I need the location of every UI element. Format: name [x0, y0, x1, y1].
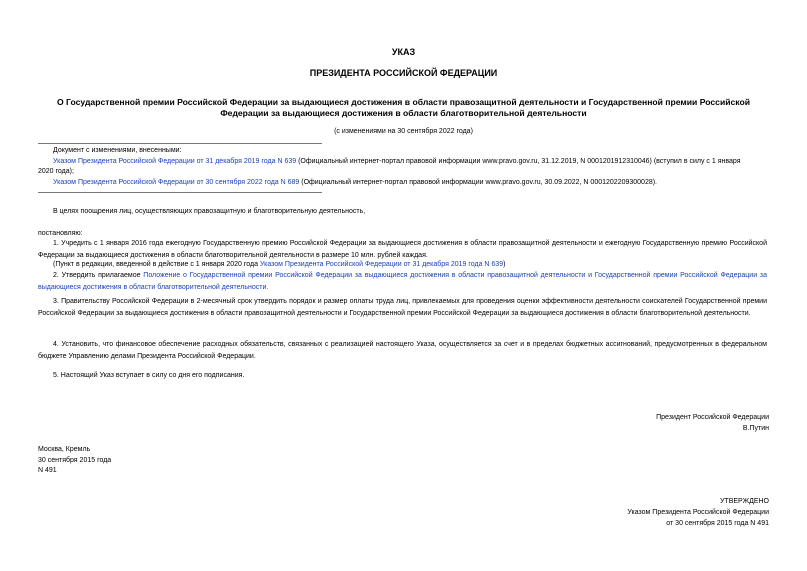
place: Москва, Кремль: [38, 446, 91, 453]
p1-note-prefix: (Пункт в редакции, введенной в действие с 1 января 2020 года: [53, 261, 260, 268]
date: 30 сентября 2015 года: [38, 457, 112, 464]
doc-heading-line2: Федерации за выдающиеся достижения в области благотворительной деятельности: [220, 108, 587, 118]
approval-title: УТВЕРЖДЕНО: [719, 498, 769, 505]
paragraph-3: 3. Правительству Российской Федерации в 2-месячный срок утвердить порядок и размер оплаты труда лиц, привлекаемых для проведения оценки эффективности деятельности соискателей Государственной премии Российской Федерации за выдающиеся достижения в области правозащитной деятельности и Государственной премии Российской Федерации за выдающиеся достижения в области благотворительной деятельности.: [38, 298, 767, 317]
doc-title: УКАЗ: [391, 47, 416, 57]
divider-top: [38, 143, 322, 144]
preamble: В целях поощрения лиц, осуществляющих правозащитную и благотворительную деятельность,: [53, 208, 366, 215]
changes-intro: Документ с изменениями, внесенными:: [53, 147, 182, 154]
divider-bottom: [38, 192, 322, 193]
regulation-link[interactable]: Положение о Государственной премии Российской Федерации за выдающиеся достижения в области правозащитной деятельности и Государственной премии Российской Федерации за выдающиеся достижения в области благотворительной деятельности.: [38, 272, 767, 291]
changes-item-2: [53, 177, 657, 189]
paragraph-4: 4. Установить, что финансовое обеспечение расходных обязательств, связанных с реализацией настоящего Указа, осуществляется за счет и в пределах бюджетных ассигнований, предусмотренных в федеральном бюджете Управлению делами Президента Российской Федерации.: [38, 341, 767, 360]
change-item-2-text: (Официальный интернет-портал правовой информации www.pravo.gov.ru, 30.09.2022, N 0001202209300028).: [299, 179, 658, 186]
signature-position: Президент Российской Федерации: [656, 414, 769, 421]
changes-item-1: [53, 156, 741, 168]
change-item-1-text: (Официальный интернет-портал правовой информации www.pravo.gov.ru, 31.12.2019, N 0001201912310046) (вступил в силу с 1 января: [296, 158, 741, 165]
doc-heading-line1: О Государственной премии Российской Федерации за выдающиеся достижения в области правозащитной деятельности и Государственной премии Российской: [56, 97, 751, 107]
change-link-2019[interactable]: Указом Президента Российской Федерации от 31 декабря 2019 года N 639: [53, 158, 297, 165]
doc-subtitle: ПРЕЗИДЕНТА РОССИЙСКОЙ ФЕДЕРАЦИИ: [309, 68, 498, 78]
approval-line2: от 30 сентября 2015 года N 491: [666, 520, 769, 527]
change-link-2022[interactable]: Указом Президента Российской Федерации от 30 сентября 2022 года N 689: [53, 179, 300, 186]
p2-prefix: 2. Утвердить прилагаемое: [53, 272, 144, 279]
p1-note-link[interactable]: Указом Президента Российской Федерации от 31 декабря 2019 года N 639: [259, 261, 504, 268]
decree-word: постановляю:: [38, 230, 83, 237]
paragraph-1: 1. Учредить с 1 января 2016 года ежегодную Государственную премию Российской Федерации за выдающиеся достижения в области правозащитной деятельности и ежегодную Государственную премию Российской Федерации за выдающиеся достижения в области благотворительной деятельности в размере 10 млн. рублей каждая.: [38, 240, 767, 259]
signature-name: В.Путин: [742, 425, 769, 432]
paragraph-2: [38, 270, 767, 294]
paragraph-5: 5. Настоящий Указ вступает в силу со дня его подписания.: [53, 372, 245, 379]
approval-line1: Указом Президента Российской Федерации: [627, 509, 769, 516]
revision-note: (с изменениями на 30 сентября 2022 года): [334, 128, 473, 135]
p1-note-suffix: ): [503, 261, 506, 268]
decree-number: N 491: [38, 467, 57, 474]
changes-item-1-cont: 2020 года);: [38, 168, 74, 175]
